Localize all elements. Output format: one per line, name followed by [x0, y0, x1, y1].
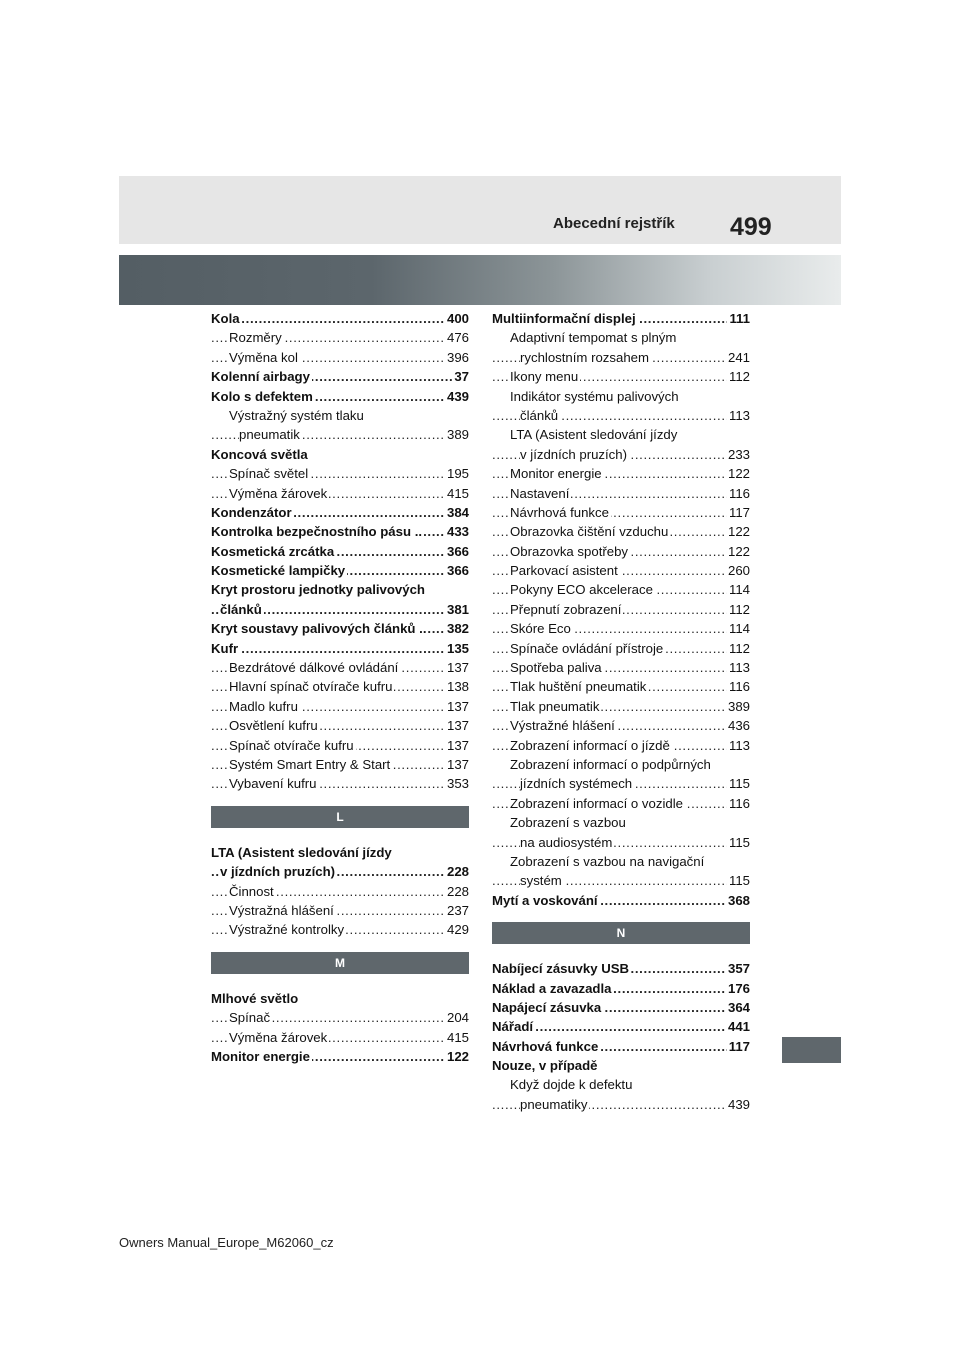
index-entry[interactable]	[211, 542, 469, 561]
index-entry-page: 429	[445, 920, 469, 939]
index-entry[interactable]	[492, 1075, 750, 1094]
index-entry[interactable]	[492, 979, 750, 998]
index-entry-page: 112	[727, 639, 750, 658]
index-entry[interactable]	[492, 998, 750, 1017]
index-entry-text: Kola	[211, 311, 240, 326]
index-entry-page: 122	[445, 1047, 469, 1066]
index-entry-text: Spínače ovládání přístroje	[510, 640, 664, 656]
index-entry[interactable]	[211, 348, 469, 367]
index-entry-text: Napájecí zásuvka	[492, 999, 602, 1015]
index-entry[interactable]	[492, 852, 750, 871]
index-entry[interactable]	[211, 677, 469, 696]
index-entry-page: 137	[445, 755, 469, 774]
index-entry-text: Kryt soustavy palivových článků ..	[211, 621, 427, 637]
index-entry-text: Nářadí	[492, 1019, 534, 1035]
index-entry-text: Zobrazení informací o jízdě	[510, 737, 670, 753]
index-entry[interactable]	[211, 862, 469, 881]
index-entry-page: 116	[727, 484, 750, 503]
index-entry[interactable]	[492, 1017, 750, 1036]
index-entry-text: Výměna kol	[229, 349, 298, 365]
index-entry-text: Nabíjecí zásuvky USB	[492, 961, 630, 977]
index-entry-text: Mytí a voskování	[492, 892, 598, 908]
index-entry-text: Skóre Eco	[510, 621, 571, 637]
index-entry[interactable]	[211, 445, 469, 464]
index-entry-page: 368	[726, 891, 750, 910]
index-entry-text: Tlak huštění pneumatik	[510, 679, 647, 695]
footer-manual-id: Owners Manual_Europe_M62060_cz	[119, 1235, 334, 1250]
index-entry[interactable]	[211, 920, 469, 939]
index-entry[interactable]	[211, 464, 469, 483]
index-entry[interactable]	[492, 891, 750, 910]
index-entry-page: 396	[445, 348, 469, 367]
index-entry[interactable]	[211, 484, 469, 503]
index-entry-text: LTA (Asistent sledování jízdy	[211, 844, 392, 860]
index-entry-text: Nastavení	[510, 485, 570, 501]
section-tab-marker	[782, 1037, 841, 1063]
index-entry-text: Systém Smart Entry & Start	[229, 756, 391, 772]
index-entry-page: 116	[727, 677, 750, 696]
index-entry-text: Obrazovka spotřeby	[510, 543, 629, 559]
index-entry-page: 112	[727, 367, 750, 386]
index-entry[interactable]	[492, 445, 750, 464]
index-entry[interactable]	[211, 522, 469, 541]
index-entry[interactable]	[492, 1095, 750, 1114]
index-entry-page: 135	[445, 639, 469, 658]
index-entry[interactable]	[211, 580, 469, 599]
index-entry-text: Bezdrátové dálkové ovládání	[229, 660, 399, 676]
index-entry-text: Výstražné hlášení	[510, 718, 615, 734]
index-entry[interactable]	[492, 387, 750, 406]
index-entry-text: Náklad a zavazadla	[492, 980, 612, 996]
index-entry[interactable]	[492, 658, 750, 677]
index-entry[interactable]	[211, 309, 469, 328]
index-entry-text: Zobrazení informací o vozidle	[510, 795, 683, 811]
index-entry-text: Spínač	[229, 1010, 271, 1026]
index-entry-page: 115	[727, 774, 750, 793]
index-entry-page: 415	[445, 1028, 469, 1047]
index-entry-page: 137	[445, 697, 469, 716]
index-entry-text: systém	[520, 873, 562, 889]
index-entry[interactable]	[492, 503, 750, 522]
index-entry-page: 37	[452, 367, 469, 386]
index-entry-text: Indikátor systému palivových	[510, 388, 679, 404]
index-entry-page: 122	[726, 464, 750, 483]
header-gradient-bar	[119, 255, 841, 305]
index-entry-page: 122	[726, 522, 750, 541]
index-entry-page: 389	[726, 697, 750, 716]
index-entry-text: Multiinformační displej	[492, 311, 636, 326]
index-entry-page: 364	[726, 998, 750, 1017]
index-column-right	[492, 309, 750, 1114]
index-entry[interactable]	[211, 1008, 469, 1027]
index-entry-text: Pokyny ECO akcelerace	[510, 582, 653, 598]
index-entry[interactable]	[211, 425, 469, 444]
index-entry-page: 112	[727, 600, 750, 619]
index-entry-text: Kosmetická zrcátka	[211, 543, 335, 559]
index-entry[interactable]	[211, 619, 469, 638]
index-entry-page: 228	[445, 882, 469, 901]
index-entry[interactable]	[492, 1056, 750, 1075]
index-entry[interactable]	[211, 882, 469, 901]
index-entry-text: Parkovací asistent	[510, 563, 618, 579]
index-entry[interactable]	[211, 367, 469, 386]
index-entry[interactable]	[492, 367, 750, 386]
index-entry-page: 233	[726, 445, 750, 464]
index-column-left	[211, 309, 469, 1066]
index-entry[interactable]	[492, 871, 750, 890]
index-entry-text: Mlhové světlo	[211, 990, 299, 1006]
index-entry-text: Výstražná hlášení	[229, 902, 334, 918]
index-entry-page: 237	[445, 901, 469, 920]
index-entry-text: Zobrazení s vazbou	[510, 815, 626, 831]
index-entry[interactable]	[211, 736, 469, 755]
index-entry[interactable]	[211, 639, 469, 658]
index-entry-text: rychlostním rozsahem	[520, 349, 649, 365]
index-entry[interactable]	[492, 774, 750, 793]
index-entry[interactable]	[211, 1028, 469, 1047]
index-entry-page: 389	[445, 425, 469, 444]
index-entry-text: pneumatik	[239, 427, 300, 443]
index-entry[interactable]	[492, 328, 750, 347]
index-entry-page: 260	[726, 561, 750, 580]
index-entry-text: článků	[220, 601, 262, 617]
index-entry-text: Spínač světel	[229, 466, 309, 482]
index-entry-text: Když dojde k defektu	[510, 1077, 633, 1093]
index-entry[interactable]	[492, 484, 750, 503]
index-letter-heading: N	[492, 922, 750, 944]
index-entry[interactable]	[211, 843, 469, 862]
index-entry-text: Monitor energie	[211, 1048, 310, 1064]
index-entry-text: Monitor energie	[510, 466, 602, 482]
index-entry[interactable]	[492, 309, 750, 328]
index-entry[interactable]	[211, 716, 469, 735]
index-entry[interactable]	[492, 833, 750, 852]
index-entry-text: Vybavení kufru	[229, 776, 317, 792]
index-entry[interactable]	[492, 600, 750, 619]
index-entry-page: 116	[727, 794, 750, 813]
index-entry-text: Adaptivní tempomat s plným	[510, 330, 677, 346]
index-entry-text: Návrhová funkce	[492, 1038, 599, 1054]
index-entry-page: 195	[445, 464, 469, 483]
index-entry-page: 113	[727, 736, 750, 755]
index-entry-page: 113	[727, 406, 750, 425]
index-entry-page: 114	[727, 580, 750, 599]
index-entry-page: 115	[727, 871, 750, 890]
index-entry-text: Osvětlení kufru	[229, 718, 318, 734]
index-entry-text: Zobrazení s vazbou na navigační	[510, 853, 705, 869]
index-entry-page: 176	[726, 979, 750, 998]
index-entry-text: na audiosystém	[520, 834, 613, 850]
index-entry[interactable]	[211, 503, 469, 522]
index-entry-text: Spotřeba paliva	[510, 660, 602, 676]
index-entry-page: 111	[727, 309, 750, 328]
index-entry[interactable]	[211, 901, 469, 920]
index-entry-text: LTA (Asistent sledování jízdy	[510, 427, 678, 443]
index-entry-page: 228	[445, 862, 469, 881]
index-entry-text: Kondenzátor	[211, 504, 292, 520]
index-entry[interactable]	[492, 542, 750, 561]
index-entry[interactable]	[492, 580, 750, 599]
index-entry-text: Kontrolka bezpečnostního pásu ..	[211, 524, 423, 540]
index-entry-page: 241	[726, 348, 750, 367]
index-entry[interactable]	[492, 639, 750, 658]
index-entry-text: Zobrazení informací o podpůrných	[510, 756, 711, 772]
index-entry-text: Výstražný systém tlaku	[229, 407, 364, 423]
index-entry-page: 117	[727, 503, 750, 522]
section-title: Abecední rejstřík	[553, 215, 675, 232]
index-entry-page: 436	[726, 716, 750, 735]
index-entry-page: 382	[445, 619, 469, 638]
index-entry-text: pneumatiky	[520, 1096, 588, 1112]
index-entry-text: Kryt prostoru jednotky palivových	[211, 582, 425, 598]
index-entry-text: v jízdních pruzích)	[520, 446, 628, 462]
index-entry-page: 439	[445, 387, 469, 406]
index-entry[interactable]	[492, 736, 750, 755]
index-entry-page: 114	[727, 619, 750, 638]
index-entry[interactable]	[492, 348, 750, 367]
page-number: 499	[730, 213, 772, 241]
index-entry[interactable]	[492, 794, 750, 813]
index-entry[interactable]	[211, 600, 469, 619]
index-entry-page: 115	[727, 833, 750, 852]
index-entry-text: Přepnutí zobrazení	[510, 601, 622, 617]
index-entry[interactable]	[492, 561, 750, 580]
index-entry[interactable]	[211, 755, 469, 774]
index-entry[interactable]	[211, 387, 469, 406]
index-entry-text: Kolo s defektem	[211, 388, 313, 404]
index-entry-text: Výstražné kontrolky	[229, 922, 345, 938]
index-entry[interactable]	[211, 658, 469, 677]
index-entry[interactable]	[492, 755, 750, 774]
index-entry[interactable]	[492, 619, 750, 638]
index-entry-page: 381	[445, 600, 469, 619]
index-entry-text: článků	[520, 407, 559, 423]
index-entry-text: Kosmetické lampičky	[211, 563, 346, 579]
index-entry-page: 439	[726, 1095, 750, 1114]
index-entry[interactable]	[492, 425, 750, 444]
index-entry-text: Koncová světla	[211, 446, 308, 462]
index-entry-page: 122	[726, 542, 750, 561]
index-entry[interactable]	[211, 561, 469, 580]
index-entry[interactable]	[211, 989, 469, 1008]
index-entry-page: 137	[445, 736, 469, 755]
index-entry-page: 415	[445, 484, 469, 503]
index-entry-text: Kolenní airbagy	[211, 369, 310, 385]
index-entry-text: Rozměry	[229, 330, 282, 346]
index-entry-page: 476	[445, 328, 469, 347]
index-entry[interactable]	[211, 328, 469, 347]
index-entry[interactable]	[492, 813, 750, 832]
index-entry-text: Tlak pneumatik	[510, 698, 600, 714]
index-entry-text: Kufr	[211, 640, 239, 656]
index-entry[interactable]	[211, 406, 469, 425]
index-entry-text: Činnost	[229, 883, 274, 899]
index-entry-text: jízdních systémech	[520, 776, 633, 792]
index-entry-text: Nouze, v případě	[492, 1058, 598, 1074]
index-entry-page: 366	[445, 561, 469, 580]
index-letter-heading: M	[211, 952, 469, 974]
index-entry-page: 204	[445, 1008, 469, 1027]
index-entry[interactable]	[492, 406, 750, 425]
index-entry[interactable]	[492, 697, 750, 716]
index-entry-page: 353	[445, 774, 469, 793]
index-entry[interactable]	[492, 522, 750, 541]
index-letter-heading: L	[211, 806, 469, 828]
index-entry[interactable]	[492, 464, 750, 483]
index-entry-page: 400	[445, 309, 469, 328]
index-entry-text: Výměna žárovek	[229, 1029, 328, 1045]
index-entry[interactable]	[492, 1037, 750, 1056]
index-entry[interactable]	[211, 774, 469, 793]
index-entry[interactable]	[492, 959, 750, 978]
index-entry[interactable]	[492, 677, 750, 696]
index-entry-page: 117	[727, 1037, 750, 1056]
index-entry-page: 113	[727, 658, 750, 677]
index-entry-page: 441	[726, 1017, 750, 1036]
index-entry[interactable]	[492, 716, 750, 735]
index-entry-text: Výměna žárovek	[229, 485, 328, 501]
index-entry[interactable]	[211, 697, 469, 716]
index-entry-page: 384	[445, 503, 469, 522]
index-entry-page: 366	[445, 542, 469, 561]
index-entry-page: 357	[726, 959, 750, 978]
index-entry[interactable]	[211, 1047, 469, 1066]
index-entry-page: 137	[445, 716, 469, 735]
index-entry-text: v jízdních pruzích)	[220, 864, 336, 880]
index-entry-page: 433	[445, 522, 469, 541]
index-entry-text: Hlavní spínač otvírače kufru	[229, 679, 393, 695]
index-entry-text: Spínač otvírače kufru	[229, 737, 354, 753]
index-entry-page: 138	[445, 677, 469, 696]
index-entry-text: Návrhová funkce	[510, 504, 609, 520]
index-entry-page: 137	[445, 658, 469, 677]
index-entry-text: Ikony menu	[510, 369, 579, 385]
index-entry-text: Obrazovka čištění vzduchu	[510, 524, 669, 540]
index-entry-text: Madlo kufru	[229, 698, 298, 714]
